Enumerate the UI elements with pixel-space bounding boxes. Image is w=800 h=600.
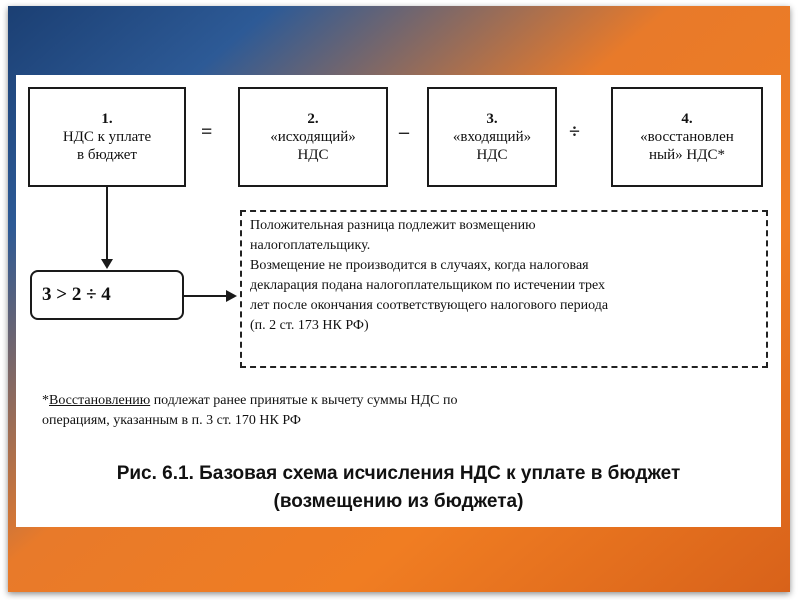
box-vat-payable [28,87,186,187]
caption-line-2: (возмещению из бюджета) [273,491,524,512]
note-line: Возмещение не производится в случаях, когда налоговая [250,258,589,273]
box-line: НДС к уплате [62,128,152,145]
box-line: ный» НДС* [649,146,725,163]
refund-note-box [240,210,768,368]
box-line: НДС [476,146,508,163]
box-incoming-vat [427,87,557,187]
box-line: в бюджет [77,146,137,163]
footnote-line-2: операциям, указанным в п. 3 ст. 170 НК РФ [42,413,301,428]
footnote [42,391,762,431]
operator-minus: – [399,121,409,143]
caption-line-1: Рис. 6.1. Базовая схема исчисления НДС к уплате в бюджет [116,463,681,484]
footnote-marker: * [42,393,49,408]
note-line: Положительная разница подлежит возмещению [250,218,536,233]
box-number: 2. [307,110,319,127]
diagram-canvas [16,75,781,527]
box-number: 1. [101,110,113,127]
footnote-line-1 [42,391,762,411]
box-line: «исходящий» [270,128,356,145]
box-outgoing-vat [238,87,388,187]
note-line: налогоплательщику. [250,238,371,253]
note-line: лет после окончания соответствующего налогового периода [250,298,609,313]
figure-caption [16,460,781,516]
box-number: 3. [486,110,498,127]
down-arrowhead [101,259,113,269]
operator-divide: ÷ [569,121,580,143]
condition-box: 3 > 2 ÷ 4 [30,270,184,320]
note-line: (п. 2 ст. 173 НК РФ) [250,318,369,333]
box-number: 4. [681,110,693,127]
box-line: «восстановлен [640,128,734,145]
box-line: НДС [297,146,329,163]
note-line: декларация подана налогоплательщиком по истечении трех [250,278,606,293]
right-arrowhead [226,290,237,302]
footnote-text: подлежат ранее принятые к вычету суммы НДС по [150,393,458,408]
footnote-underlined-term: Восстановлению [49,393,151,408]
box-restored-vat [611,87,763,187]
box-line: «входящий» [452,128,532,145]
operator-equals: = [201,121,213,143]
